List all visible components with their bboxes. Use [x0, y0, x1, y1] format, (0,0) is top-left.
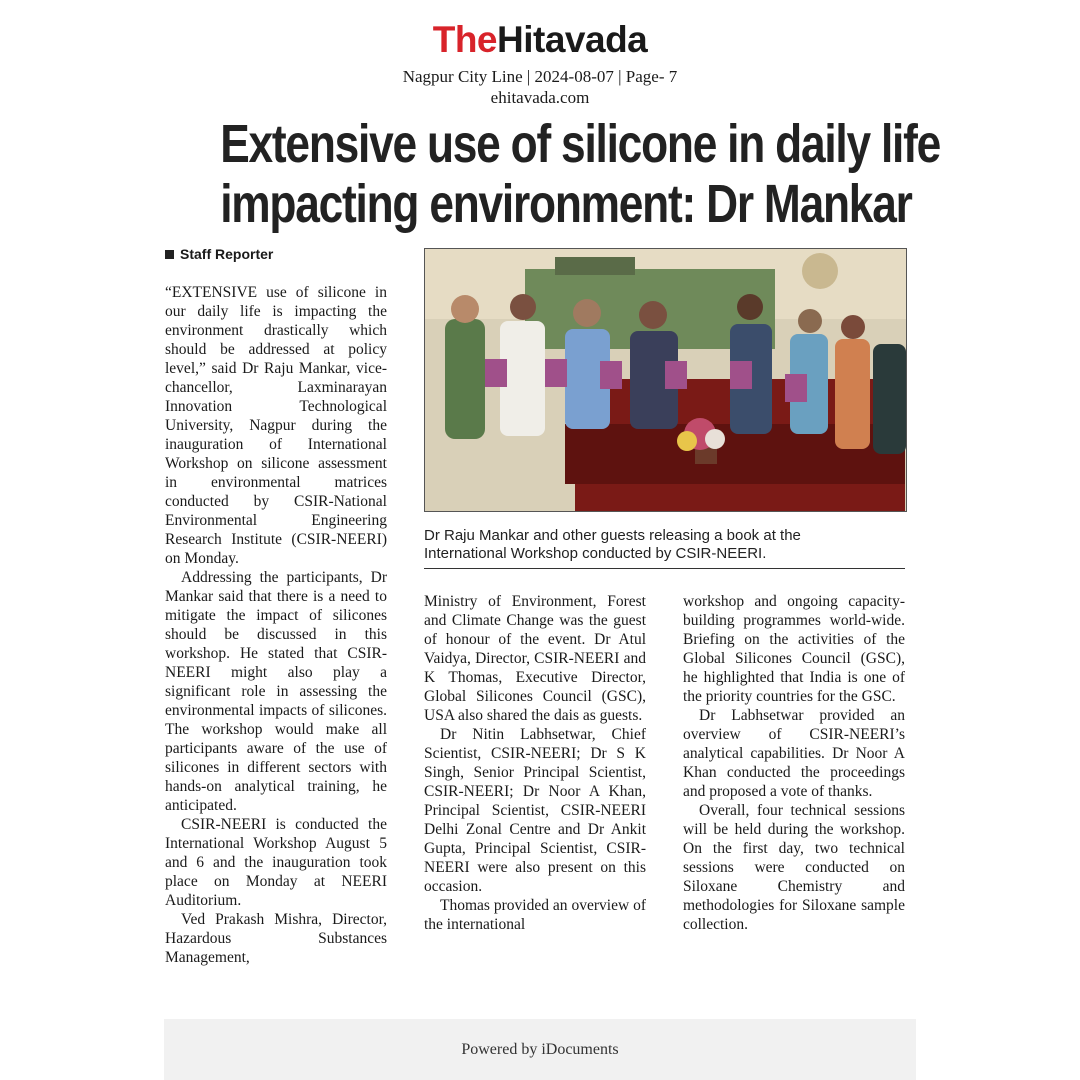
- byline-square-icon: [165, 250, 174, 259]
- paragraph: Addressing the participants, Dr Mankar said that there is a need to mitigate the impact of silicones should be discussed in this workshop. He stated that CSIR-NEERI might also play a significant role in assessing the environmental impacts of silicones. The workshop would make all participants aware of the use of silicones in different sectors with hands-on analytical training, he anticipated.: [165, 569, 387, 814]
- paragraph: Dr Labhsetwar provided an overview of CSIR-NEERI’s analytical capabilities. Dr Noor A Khan conducted the proceedings and proposed a vote of thanks.: [683, 707, 905, 800]
- paragraph: Ministry of Environment, Forest and Climate Change was the guest of honour of the event. Dr Atul Vaidya, Director, CSIR-NEERI and K Thomas, Executive Director, Global Silicones Council (GSC), USA also shared the dais as guests.: [424, 593, 646, 724]
- masthead-name: Hitavada: [497, 19, 648, 60]
- masthead-the: The: [432, 19, 498, 60]
- paragraph: Dr Nitin Labhsetwar, Chief Scientist, CSIR-NEERI; Dr S K Singh, Senior Principal Scientist, CSIR-NEERI; Dr Noor A Khan, Principal Scientist, CSIR-NEERI Delhi Zonal Centre and Dr Ankit Gupta, Principal Scientist, CSIR-NEERI were also present on this occasion.: [424, 726, 646, 895]
- caption-line-2: International Workshop conducted by CSIR-NEERI.: [424, 545, 767, 562]
- article-column-1: [165, 283, 387, 983]
- byline: [165, 246, 273, 262]
- paragraph: Overall, four technical sessions will be held during the workshop. On the first day, two technical sessions were conducted on Siloxane Chemistry and methodologies for Siloxane sample collection.: [683, 802, 905, 933]
- paragraph: Thomas provided an overview of the international: [424, 897, 646, 933]
- footer-bar: [164, 1019, 916, 1080]
- article-column-3: [683, 592, 905, 982]
- paragraph: workshop and ongoing capacity-building programmes world-wide. Briefing on the activities of the Global Silicones Council (GSC), he highlighted that India is one of the priority countries for the GSC.: [683, 593, 905, 705]
- paragraph: “EXTENSIVE use of silicone in our daily life is impacting the environment drastically which should be addressed at policy level,” said Dr Raju Mankar, vice-chancellor, Laxminarayan Innovation Technological University, Nagpur during the inauguration of International Workshop on silicone assessment in environmental matrices conducted by CSIR-National Environmental Engineering Research Institute (CSIR-NEERI) on Monday.: [165, 284, 387, 567]
- edition-meta: Nagpur City Line | 2024-08-07 | Page- 7: [402, 67, 678, 86]
- caption-line-1: Dr Raju Mankar and other guests releasing a book at the: [424, 527, 801, 544]
- headline-line-1: Extensive use of silicone in daily life: [220, 114, 941, 174]
- paragraph: Ved Prakash Mishra, Director, Hazardous Substances Management,: [165, 911, 387, 966]
- byline-text: Staff Reporter: [180, 246, 274, 262]
- caption-divider: [424, 568, 905, 569]
- headline-line-2: impacting environment: Dr Mankar: [220, 174, 912, 234]
- powered-by-link[interactable]: Powered by iDocuments: [461, 1040, 619, 1058]
- photo-caption: [424, 527, 905, 563]
- newspaper-masthead: [0, 20, 1080, 60]
- photo-illustration: [425, 249, 906, 511]
- site-link[interactable]: ehitavada.com: [490, 88, 590, 107]
- article-photo: [424, 248, 907, 512]
- article-column-2: [424, 592, 646, 982]
- article-headline: [220, 114, 941, 234]
- paragraph: CSIR-NEERI is conducted the International Workshop August 5 and 6 and the inauguration took place on Monday at NEERI Auditorium.: [165, 816, 387, 909]
